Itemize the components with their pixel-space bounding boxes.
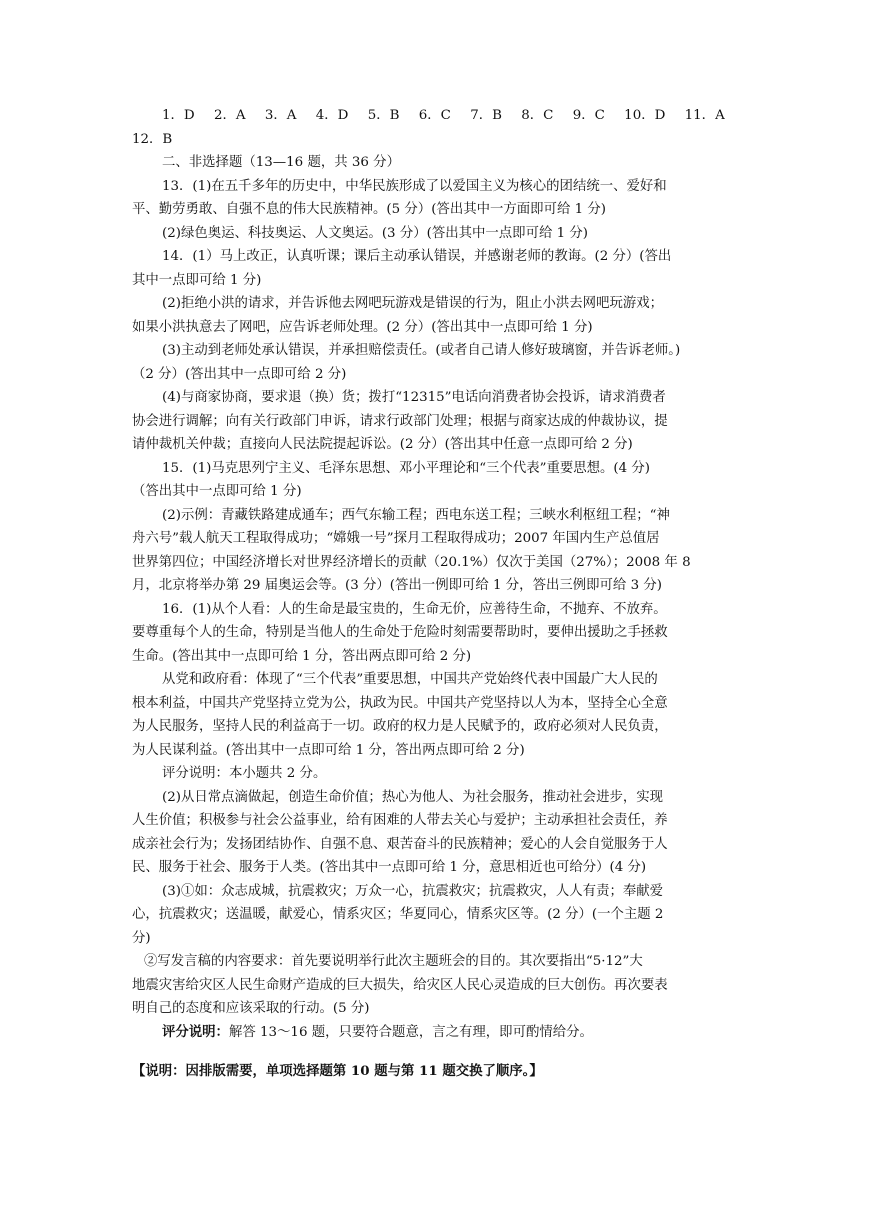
scoring-note [132,1021,744,1045]
q16-line: 成亲社会行为；发扬团结协作、自强不息、艰苦奋斗的民族精神；爱心的人会自觉服务于人 [132,836,668,852]
answer-6: 6．C [418,108,451,123]
q16-line: 16．(1)从个人看：人的生命是最宝贵的，生命无价，应善待生命，不抛弃、不放弃。 [162,601,667,617]
q13-line: 平、勤劳勇敢、自强不息的伟大民族精神。(5 分）(答出其中一方面即可给 1 分) [132,202,606,217]
answer-9: 9．C [572,108,605,123]
q16-line: 为人民谋利益。(答出其中一点即可给 1 分，答出两点即可给 2 分) [132,742,525,758]
scoring-text: 解答 13～16 题，只要符合题意，言之有理，即可酌情给分。 [228,1024,593,1040]
answer-8: 8．C [521,108,554,123]
answer-12: 12．B [132,131,173,147]
q16-line: 根本利益，中国共产党坚持立党为公，执政为民。中国共产党坚持以人为本，坚持全心全意 [132,695,668,711]
q16-line: 从党和政府看：体现了“三个代表”重要思想，中国共产党始终代表中国最广大人民的 [162,672,658,687]
q16-line: 分) [132,930,151,946]
q14-line: 其中一点即可给 1 分) [132,272,262,288]
layout-note: 【说明：因排版需要，单项选择题第 10 题与第 11 题交换了顺序。】 [132,1063,543,1079]
q16-line: (3)①如：众志成城，抗震救灾；万众一心，抗震救灾；抗震救灾，人人有责；奉献爱 [162,883,664,899]
answer-2: 2．A [213,108,246,123]
answer-7: 7．B [470,108,502,123]
q16-line: 心，抗震救灾；送温暖，献爱心，情系灾区；华夏同心，情系灾区等。(2 分）(一个主题 2 [132,907,664,922]
q15-line: 世界第四位；中国经济增长对世界经济增长的贡献（20.1%）仅次于美国（27%）；2008 年 8 [132,554,691,570]
spacer [132,1044,744,1060]
q16-line: 为人民服务，坚持人民的利益高于一切。政府的权力是人民赋予的，政府必须对人民负责， [132,719,668,734]
q16-line: 明自己的态度和应该采取的行动。(5 分) [132,1001,370,1016]
q14-line: (3)主动到老师处承认错误，并承担赔偿责任。(或者自己请人修好玻璃窗，并告诉老师。) [162,343,681,358]
q14-line: （2 分）(答出其中一点即可给 2 分) [132,366,347,382]
q16-line: (2)从日常点滴做起，创造生命价值；热心为他人、为社会服务，推动社会进步，实现 [162,789,664,805]
q15-line: 舟六号”载人航天工程取得成功；“嫦娥一号”探月工程取得成功；2007 年国内生产总值居 [132,531,660,546]
q15-line: 月，北京将举办第 29 届奥运会等。(3 分）(答出一例即可给 1 分，答出三例即可给 3 分) [132,578,662,593]
section-heading: 二、非选择题（13—16 题，共 36 分） [162,155,400,170]
q15-line: 15．(1)马克思列宁主义、毛泽东思想、邓小平理论和“三个代表”重要思想。(4 分) [162,460,651,476]
q16-line: 地震灾害给灾区人民生命财产造成的巨大损失，给灾区人民心灵造成的巨大创伤。再次要表 [132,977,668,993]
q14-line: 14．(1）马上改正，认真听课；课后主动承认错误，并感谢老师的教诲。(2 分）(答出 [162,249,672,264]
q13-line: 13．(1)在五千多年的历史中，中华民族形成了以爱国主义为核心的团结统一、爱好和 [162,178,667,194]
answer-10: 10．D [624,108,666,123]
answer-3: 3．A [264,108,297,123]
answer-5: 5．B [367,108,400,123]
answer-11: 11．A [684,108,725,123]
q16-scoring-note: 评分说明：本小题共 2 分。 [162,766,327,781]
q16-line: 要尊重每个人的生命，特别是当他人的生命处于危险时刻需要帮助时，要伸出援助之手拯救 [132,625,668,640]
scoring-label: 评分说明： [162,1023,229,1040]
q13-line: (2)绿色奥运、科技奥运、人文奥运。(3 分）(答出其中一点即可给 1 分) [162,225,588,241]
q15-line: (2)示例：青藏铁路建成通车；西气东输工程；西电东送工程；三峡水利枢纽工程；“神 [162,507,670,523]
answer-1: 1．D [162,108,195,123]
choice-answers-row [132,104,744,128]
q14-line: 请仲裁机关仲裁；直接向人民法院提起诉讼。(2 分）(答出其中任意一点即可给 2 分) [132,437,633,452]
answer-4: 4．D [315,108,349,123]
q14-line: 协会进行调解；向有关行政部门申诉，请求行政部门处理；根据与商家达成的仲裁协议，提 [132,413,668,429]
q16-line: 人生价值；积极参与社会公益事业，给有困难的人带去关心与爱护；主动承担社会责任，养 [132,813,668,828]
q15-line: （答出其中一点即可给 1 分) [132,484,302,499]
answer-key-page [132,104,744,1084]
q14-line: (4)与商家协商，要求退（换）货；拨打“12315”电话向消费者协会投诉，请求消费者 [162,390,666,405]
q14-line: 如果小洪执意去了网吧，应告诉老师处理。(2 分）(答出其中一点即可给 1 分) [132,319,593,335]
q16-line: 民、服务于社会、服务于人类。(答出其中一点即可给 1 分，意思相近也可给分）(4 分) [132,860,647,875]
q16-line: 生命。(答出其中一点即可给 1 分，答出两点即可给 2 分) [132,648,472,664]
q14-line: (2)拒绝小洪的请求，并告诉他去网吧玩游戏是错误的行为，阻止小洪去网吧玩游戏； [162,296,664,311]
q16-line: ②写发言稿的内容要求：首先要说明举行此次主题班会的目的。其次要指出“5·12”大 [144,954,643,969]
